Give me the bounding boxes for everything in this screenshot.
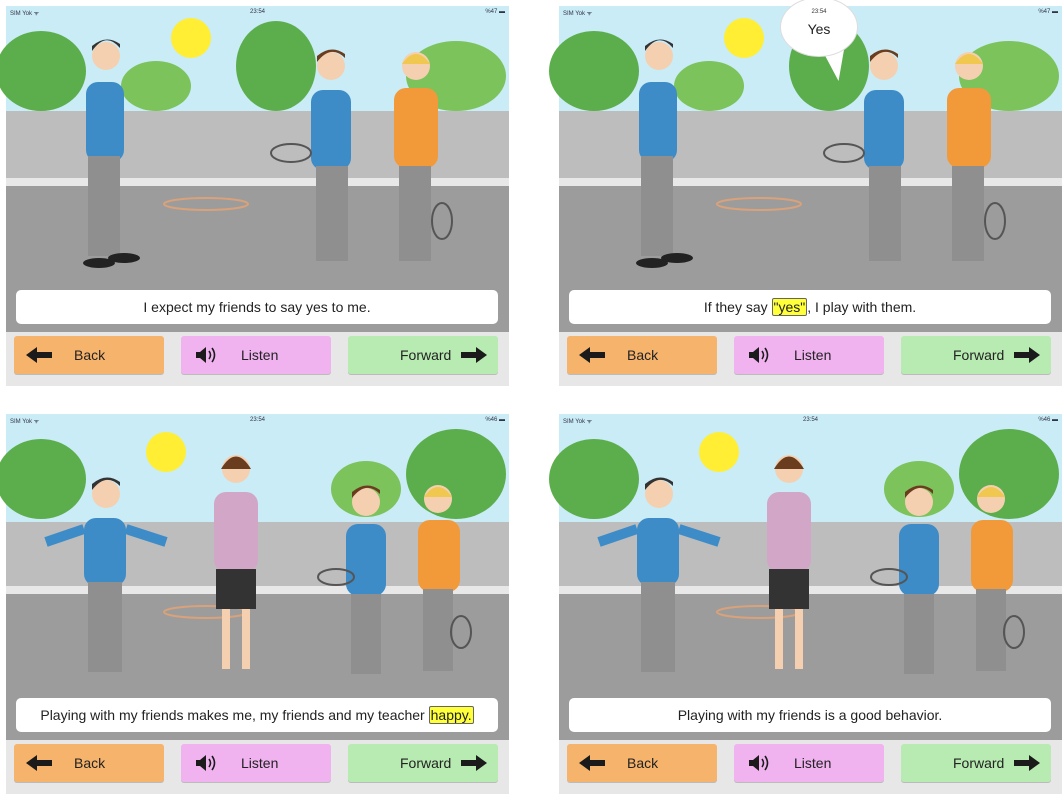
speech-bubble-text: Yes: [807, 21, 831, 37]
background: [0, 6, 509, 336]
back-button-label: Back: [627, 755, 659, 771]
sun: [724, 18, 764, 58]
background: [549, 6, 1062, 336]
listen-button[interactable]: [734, 336, 884, 374]
caption-text: Playing with my friends makes me, my friends and my teacher: [40, 707, 429, 723]
back-button-label: Back: [74, 755, 106, 771]
forward-button[interactable]: [901, 336, 1051, 374]
story-screen-2: [559, 6, 1062, 386]
forward-button-label: Forward: [400, 347, 452, 363]
battery-indicator: %46 ▬: [485, 417, 505, 423]
arrow-left-icon: [579, 347, 605, 363]
sun: [171, 18, 211, 58]
caption-box: [569, 698, 1051, 732]
story-screen-3: [6, 414, 509, 794]
clock: 23:54: [811, 9, 827, 15]
caption-box: [569, 290, 1051, 324]
caption-text: Playing with my friends is a good behavior.: [677, 707, 943, 723]
speaker-icon: [195, 345, 219, 365]
listen-button-label: Listen: [794, 347, 832, 363]
caption-text-end: , I play with them.: [807, 299, 917, 315]
caption-highlight: happy.: [430, 707, 472, 723]
caption-text: If they say: [703, 299, 772, 315]
listen-button[interactable]: [734, 744, 884, 782]
listen-button-label: Listen: [794, 755, 832, 771]
forward-button-label: Forward: [400, 755, 452, 771]
button-bar: [6, 332, 509, 386]
status-bar: [6, 6, 509, 18]
back-button[interactable]: [14, 744, 164, 782]
battery-indicator: %46 ▬: [1038, 417, 1058, 423]
story-screen-1: [6, 6, 509, 386]
sun: [146, 432, 186, 472]
forward-button[interactable]: [901, 744, 1051, 782]
back-button[interactable]: [567, 744, 717, 782]
clock: 23:54: [249, 9, 266, 15]
carrier-label: SIM Yok ᯤ: [563, 11, 593, 17]
playground-scene: [559, 414, 1062, 794]
story-screen-4: [559, 414, 1062, 794]
playground-scene: [6, 414, 509, 794]
arrow-left-icon: [579, 755, 605, 771]
listen-button[interactable]: [181, 744, 331, 782]
caption-box: [16, 698, 498, 732]
status-bar: [559, 6, 1062, 18]
arrow-left-icon: [26, 755, 52, 771]
back-button[interactable]: [567, 336, 717, 374]
status-bar: [6, 414, 509, 426]
sun: [699, 432, 739, 472]
playground-scene: [6, 6, 509, 386]
playground-scene: [559, 6, 1062, 386]
back-button[interactable]: [14, 336, 164, 374]
status-bar: [559, 414, 1062, 426]
speaker-icon: [195, 753, 219, 773]
clock: 23:54: [802, 417, 819, 423]
listen-button-label: Listen: [241, 755, 279, 771]
caption-box: [16, 290, 498, 324]
carrier-label: SIM Yok ᯤ: [10, 419, 40, 425]
listen-button-label: Listen: [241, 347, 279, 363]
caption-highlight: "yes": [773, 299, 806, 315]
clock: 23:54: [249, 417, 266, 423]
arrow-right-icon: [461, 755, 487, 771]
listen-button[interactable]: [181, 336, 331, 374]
forward-button-label: Forward: [953, 755, 1005, 771]
forward-button-label: Forward: [953, 347, 1005, 363]
carrier-label: SIM Yok ᯤ: [563, 419, 593, 425]
button-bar: [6, 740, 509, 794]
back-button-label: Back: [74, 347, 106, 363]
arrow-left-icon: [26, 347, 52, 363]
button-bar: [559, 332, 1062, 386]
button-bar: [559, 740, 1062, 794]
arrow-right-icon: [1014, 755, 1040, 771]
carrier-label: SIM Yok ᯤ: [10, 11, 40, 17]
arrow-right-icon: [461, 347, 487, 363]
arrow-right-icon: [1014, 347, 1040, 363]
forward-button[interactable]: [348, 336, 498, 374]
battery-indicator: %47 ▬: [1038, 9, 1058, 15]
back-button-label: Back: [627, 347, 659, 363]
speaker-icon: [748, 345, 772, 365]
forward-button[interactable]: [348, 744, 498, 782]
caption-text: I expect my friends to say yes to me.: [143, 299, 371, 315]
battery-indicator: %47 ▬: [485, 9, 505, 15]
speaker-icon: [748, 753, 772, 773]
